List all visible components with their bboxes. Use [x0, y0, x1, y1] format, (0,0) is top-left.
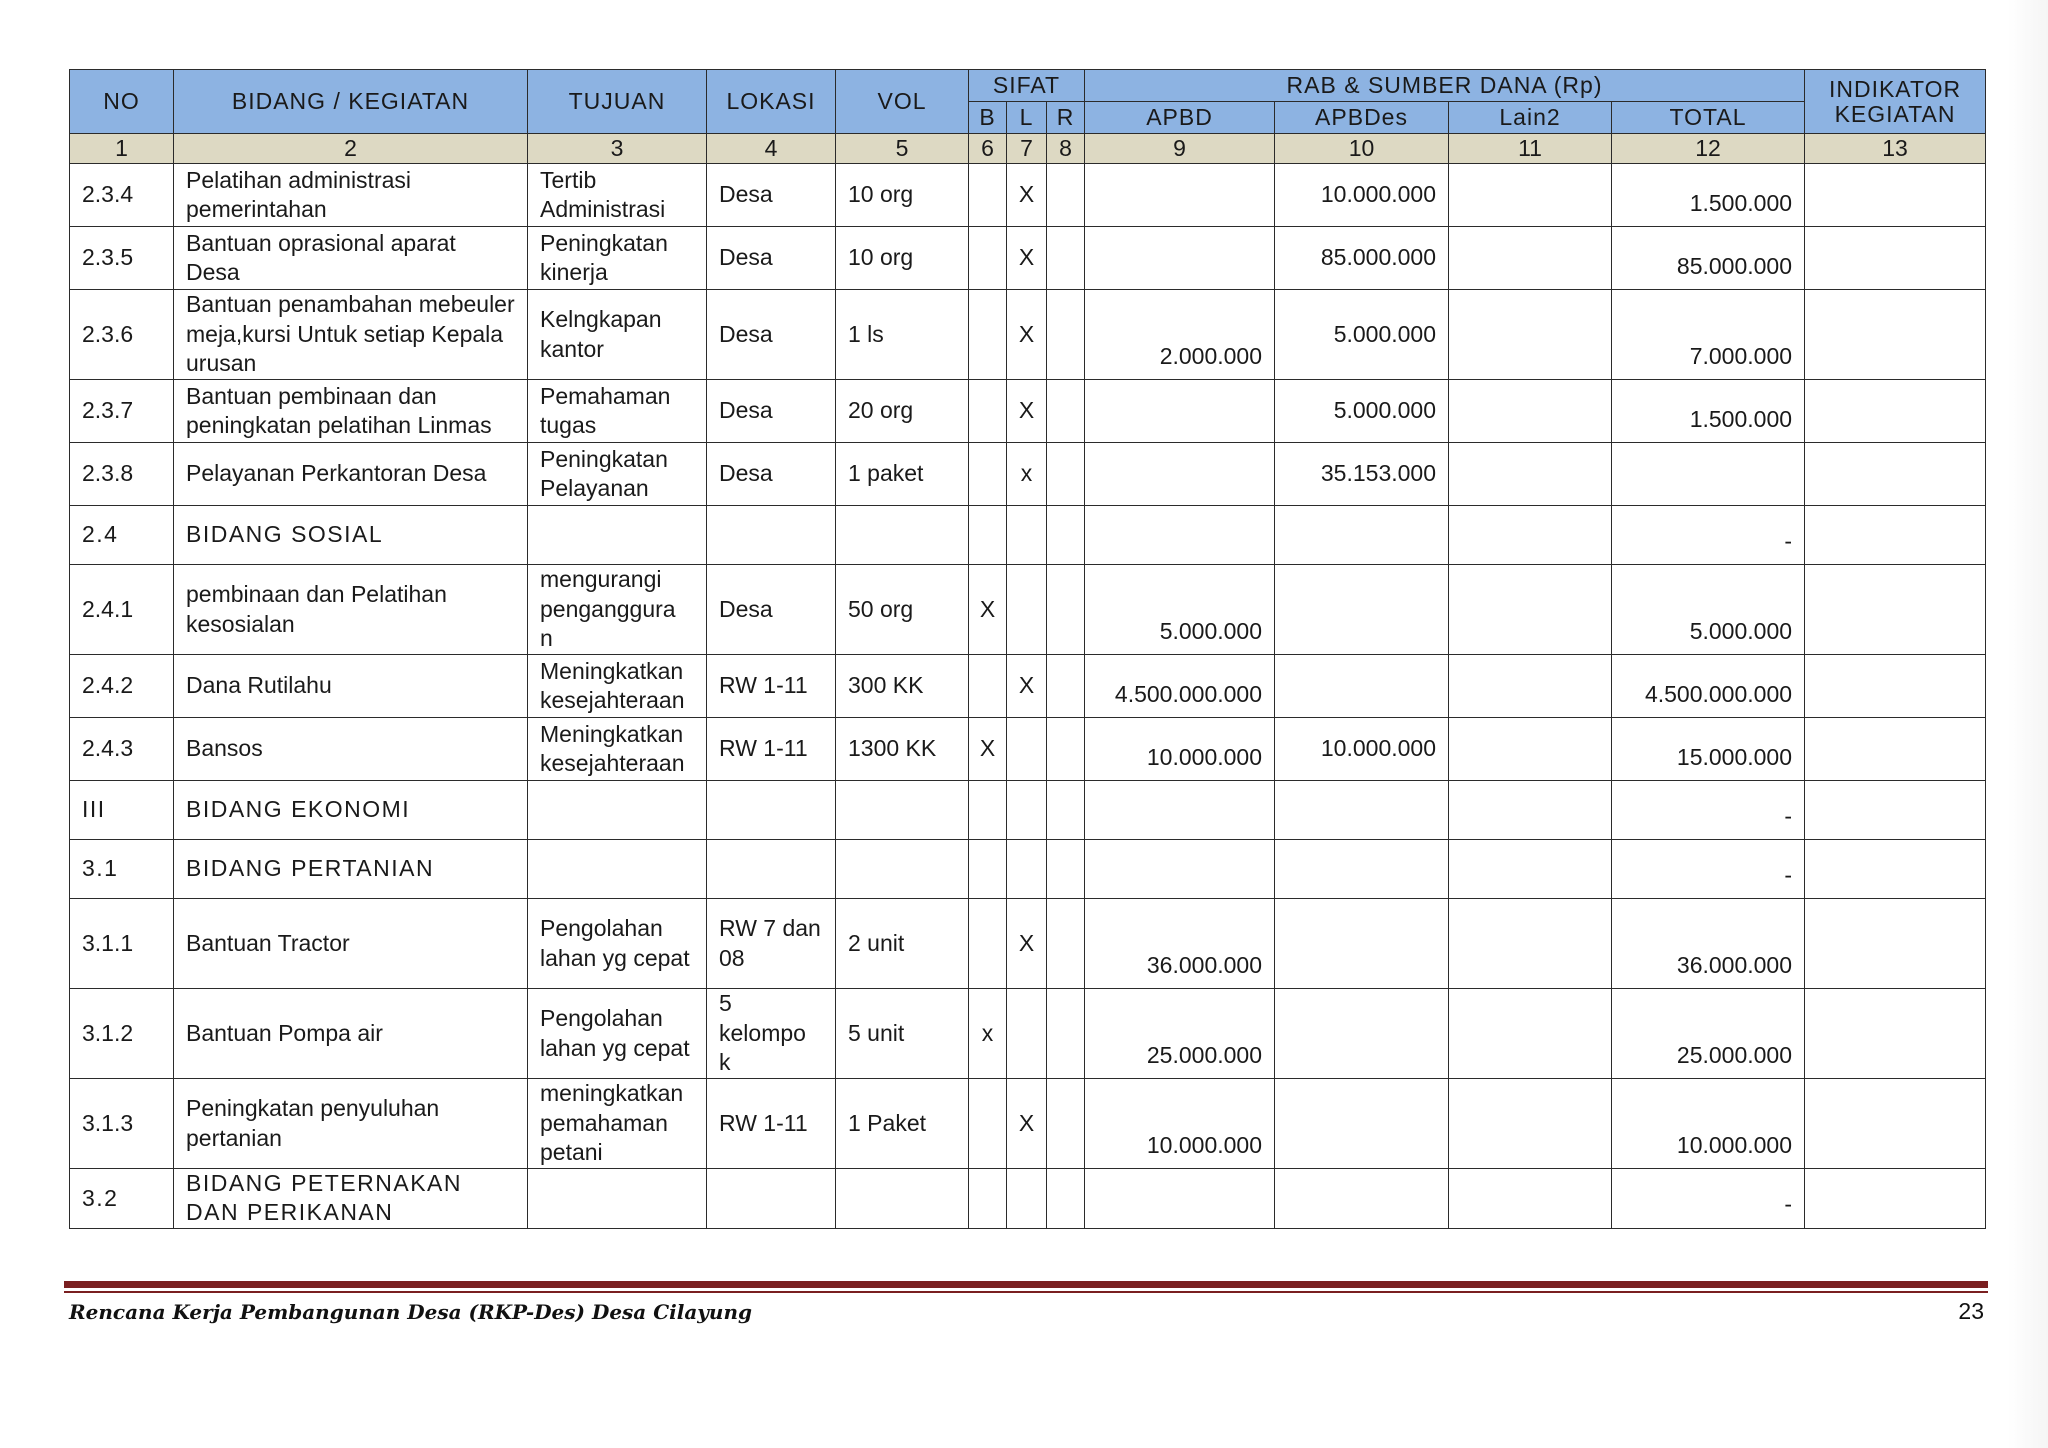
table-row: [70, 655, 1986, 718]
cell-apbd: [1085, 380, 1275, 443]
cell-no: 2.3.5: [70, 227, 174, 290]
header-vol: VOL: [836, 70, 969, 134]
cell-l: X: [1007, 227, 1047, 290]
cell-apbdes: 85.000.000: [1275, 227, 1449, 290]
table-body: [70, 134, 1986, 1229]
cell-total: 85.000.000: [1612, 227, 1805, 290]
cell-apbd: [1085, 781, 1275, 840]
cell-lokasi: [707, 506, 836, 565]
column-number: 7: [1007, 134, 1047, 164]
cell-bidang: Pelatihan administrasi pemerintahan: [174, 164, 528, 227]
cell-lokasi: Desa: [707, 290, 836, 380]
cell-bidang: Bantuan Pompa air: [174, 989, 528, 1079]
cell-vol: 50 org: [836, 565, 969, 655]
cell-vol: [836, 781, 969, 840]
cell-r: [1047, 565, 1085, 655]
cell-total: 1.500.000: [1612, 380, 1805, 443]
header-apbd: APBD: [1085, 102, 1275, 134]
cell-lokasi: Desa: [707, 164, 836, 227]
cell-r: [1047, 290, 1085, 380]
cell-tujuan: Tertib Administrasi: [528, 164, 707, 227]
column-number: 13: [1805, 134, 1986, 164]
cell-total: 36.000.000: [1612, 899, 1805, 989]
cell-b: [969, 781, 1007, 840]
cell-vol: 10 org: [836, 227, 969, 290]
cell-lain2: [1449, 565, 1612, 655]
cell-bidang: BIDANG PERTANIAN: [174, 840, 528, 899]
cell-no: 2.4: [70, 506, 174, 565]
cell-indikator: [1805, 781, 1986, 840]
cell-l: X: [1007, 899, 1047, 989]
cell-total: -: [1612, 840, 1805, 899]
cell-tujuan: Pengolahan lahan yg cepat: [528, 899, 707, 989]
cell-apbd: [1085, 506, 1275, 565]
cell-vol: 1 Paket: [836, 1079, 969, 1169]
cell-r: [1047, 506, 1085, 565]
footer-rule: [64, 1281, 1988, 1293]
cell-tujuan: meningkatkan pemahaman petani: [528, 1079, 707, 1169]
cell-apbd: 4.500.000.000: [1085, 655, 1275, 718]
cell-l: X: [1007, 655, 1047, 718]
cell-total: [1612, 443, 1805, 506]
cell-total: 7.000.000: [1612, 290, 1805, 380]
cell-apbd: [1085, 164, 1275, 227]
header-lain2: Lain2: [1449, 102, 1612, 134]
cell-bidang: Bantuan oprasional aparat Desa: [174, 227, 528, 290]
cell-tujuan: mengurangi penganggura n: [528, 565, 707, 655]
cell-total: 1.500.000: [1612, 164, 1805, 227]
cell-lokasi: Desa: [707, 565, 836, 655]
cell-indikator: [1805, 164, 1986, 227]
cell-indikator: [1805, 840, 1986, 899]
cell-vol: 5 unit: [836, 989, 969, 1079]
table-row: [70, 1079, 1986, 1169]
cell-indikator: [1805, 989, 1986, 1079]
cell-no: 2.3.8: [70, 443, 174, 506]
cell-apbd: 2.000.000: [1085, 290, 1275, 380]
cell-indikator: [1805, 290, 1986, 380]
cell-r: [1047, 1079, 1085, 1169]
footer-rule-thick: [64, 1281, 1988, 1288]
cell-indikator: [1805, 655, 1986, 718]
header-tujuan: TUJUAN: [528, 70, 707, 134]
cell-indikator: [1805, 227, 1986, 290]
cell-r: [1047, 899, 1085, 989]
cell-b: X: [969, 718, 1007, 781]
cell-bidang: BIDANG PETERNAKAN DAN PERIKANAN: [174, 1169, 528, 1229]
cell-b: x: [969, 989, 1007, 1079]
cell-apbdes: [1275, 781, 1449, 840]
cell-r: [1047, 840, 1085, 899]
cell-lain2: [1449, 506, 1612, 565]
cell-vol: 1300 KK: [836, 718, 969, 781]
table-row: [70, 164, 1986, 227]
column-number: 5: [836, 134, 969, 164]
cell-vol: 300 KK: [836, 655, 969, 718]
cell-tujuan: [528, 781, 707, 840]
cell-l: [1007, 840, 1047, 899]
cell-tujuan: [528, 506, 707, 565]
header-lokasi: LOKASI: [707, 70, 836, 134]
cell-no: 3.2: [70, 1169, 174, 1229]
cell-apbdes: [1275, 840, 1449, 899]
cell-vol: 20 org: [836, 380, 969, 443]
cell-apbd: 5.000.000: [1085, 565, 1275, 655]
cell-b: [969, 506, 1007, 565]
cell-b: [969, 380, 1007, 443]
cell-b: [969, 164, 1007, 227]
cell-bidang: Bansos: [174, 718, 528, 781]
cell-apbd: 10.000.000: [1085, 718, 1275, 781]
cell-tujuan: Peningkatan kinerja: [528, 227, 707, 290]
column-number: 9: [1085, 134, 1275, 164]
cell-vol: [836, 840, 969, 899]
cell-lokasi: RW 1-11: [707, 718, 836, 781]
column-number: 1: [70, 134, 174, 164]
cell-lain2: [1449, 1169, 1612, 1229]
cell-b: [969, 1169, 1007, 1229]
cell-apbdes: 35.153.000: [1275, 443, 1449, 506]
table-header: [70, 70, 1986, 134]
cell-r: [1047, 164, 1085, 227]
cell-lokasi: RW 1-11: [707, 1079, 836, 1169]
header-b: B: [969, 102, 1007, 134]
cell-indikator: [1805, 380, 1986, 443]
cell-l: [1007, 989, 1047, 1079]
cell-lain2: [1449, 1079, 1612, 1169]
cell-indikator: [1805, 565, 1986, 655]
cell-indikator: [1805, 899, 1986, 989]
cell-b: [969, 899, 1007, 989]
cell-lain2: [1449, 290, 1612, 380]
column-number: 2: [174, 134, 528, 164]
cell-no: III: [70, 781, 174, 840]
header-bidang: BIDANG / KEGIATAN: [174, 70, 528, 134]
cell-no: 2.3.4: [70, 164, 174, 227]
cell-lain2: [1449, 380, 1612, 443]
table-row: [70, 840, 1986, 899]
cell-total: 4.500.000.000: [1612, 655, 1805, 718]
cell-apbd: [1085, 840, 1275, 899]
cell-lain2: [1449, 227, 1612, 290]
footer-title: Rencana Kerja Pembangunan Desa (RKP-Des) Desa Cilayung: [69, 1300, 752, 1324]
cell-tujuan: Pengolahan lahan yg cepat: [528, 989, 707, 1079]
cell-no: 2.4.3: [70, 718, 174, 781]
cell-r: [1047, 443, 1085, 506]
cell-apbdes: 5.000.000: [1275, 380, 1449, 443]
cell-b: [969, 227, 1007, 290]
cell-r: [1047, 718, 1085, 781]
table-row: [70, 380, 1986, 443]
cell-bidang: Bantuan penambahan mebeuler meja,kursi Untuk setiap Kepala urusan: [174, 290, 528, 380]
cell-apbdes: [1275, 565, 1449, 655]
cell-l: X: [1007, 164, 1047, 227]
cell-total: 10.000.000: [1612, 1079, 1805, 1169]
cell-lokasi: [707, 781, 836, 840]
cell-bidang: BIDANG SOSIAL: [174, 506, 528, 565]
cell-no: 3.1: [70, 840, 174, 899]
cell-vol: 10 org: [836, 164, 969, 227]
cell-indikator: [1805, 443, 1986, 506]
cell-lokasi: [707, 1169, 836, 1229]
column-number: 11: [1449, 134, 1612, 164]
cell-lain2: [1449, 655, 1612, 718]
table-row: [70, 1169, 1986, 1229]
header-r: R: [1047, 102, 1085, 134]
cell-l: [1007, 1169, 1047, 1229]
table-row: [70, 899, 1986, 989]
column-number-row: [70, 134, 1986, 164]
cell-lokasi: Desa: [707, 380, 836, 443]
cell-apbdes: 5.000.000: [1275, 290, 1449, 380]
header-indikator: INDIKATOR KEGIATAN: [1805, 70, 1986, 134]
cell-tujuan: [528, 840, 707, 899]
cell-total: -: [1612, 506, 1805, 565]
table-row: [70, 718, 1986, 781]
cell-tujuan: Peningkatan Pelayanan: [528, 443, 707, 506]
cell-indikator: [1805, 1169, 1986, 1229]
table-row: [70, 227, 1986, 290]
cell-no: 3.1.1: [70, 899, 174, 989]
column-number: 4: [707, 134, 836, 164]
cell-bidang: Peningkatan penyuluhan pertanian: [174, 1079, 528, 1169]
cell-r: [1047, 655, 1085, 718]
cell-no: 2.4.1: [70, 565, 174, 655]
cell-b: X: [969, 565, 1007, 655]
table-row: [70, 989, 1986, 1079]
cell-no: 2.3.6: [70, 290, 174, 380]
cell-apbdes: 10.000.000: [1275, 164, 1449, 227]
cell-apbdes: [1275, 989, 1449, 1079]
cell-apbd: [1085, 443, 1275, 506]
footer-rule-thin: [64, 1291, 1988, 1293]
cell-b: [969, 1079, 1007, 1169]
cell-no: 3.1.3: [70, 1079, 174, 1169]
cell-indikator: [1805, 718, 1986, 781]
cell-apbdes: [1275, 1079, 1449, 1169]
cell-apbd: 25.000.000: [1085, 989, 1275, 1079]
cell-bidang: pembinaan dan Pelatihan kesosialan: [174, 565, 528, 655]
header-no: NO: [70, 70, 174, 134]
cell-vol: [836, 1169, 969, 1229]
cell-r: [1047, 781, 1085, 840]
cell-apbdes: [1275, 899, 1449, 989]
cell-tujuan: Kelngkapan kantor: [528, 290, 707, 380]
cell-bidang: Pelayanan Perkantoran Desa: [174, 443, 528, 506]
cell-l: X: [1007, 290, 1047, 380]
cell-total: 15.000.000: [1612, 718, 1805, 781]
cell-l: X: [1007, 1079, 1047, 1169]
column-number: 12: [1612, 134, 1805, 164]
cell-lain2: [1449, 718, 1612, 781]
page-number: 23: [1958, 1298, 1984, 1324]
cell-tujuan: Meningkatkan kesejahteraan: [528, 655, 707, 718]
cell-apbdes: 10.000.000: [1275, 718, 1449, 781]
cell-apbd: 36.000.000: [1085, 899, 1275, 989]
cell-apbd: [1085, 227, 1275, 290]
column-number: 10: [1275, 134, 1449, 164]
cell-l: [1007, 506, 1047, 565]
cell-r: [1047, 380, 1085, 443]
cell-apbd: [1085, 1169, 1275, 1229]
cell-b: [969, 655, 1007, 718]
cell-indikator: [1805, 506, 1986, 565]
cell-apbdes: [1275, 506, 1449, 565]
table-row: [70, 443, 1986, 506]
cell-l: X: [1007, 380, 1047, 443]
table-row: [70, 565, 1986, 655]
cell-no: 2.4.2: [70, 655, 174, 718]
cell-r: [1047, 227, 1085, 290]
cell-lain2: [1449, 164, 1612, 227]
cell-b: [969, 290, 1007, 380]
cell-apbd: 10.000.000: [1085, 1079, 1275, 1169]
cell-lokasi: RW 1-11: [707, 655, 836, 718]
header-apbdes: APBDes: [1275, 102, 1449, 134]
cell-lokasi: RW 7 dan 08: [707, 899, 836, 989]
cell-total: 5.000.000: [1612, 565, 1805, 655]
cell-lain2: [1449, 989, 1612, 1079]
cell-lain2: [1449, 840, 1612, 899]
cell-vol: [836, 506, 969, 565]
cell-bidang: Bantuan Tractor: [174, 899, 528, 989]
cell-r: [1047, 989, 1085, 1079]
header-l: L: [1007, 102, 1047, 134]
table-row: [70, 506, 1986, 565]
header-sifat: SIFAT: [969, 70, 1085, 102]
cell-l: x: [1007, 443, 1047, 506]
cell-l: [1007, 781, 1047, 840]
rkp-table: [69, 69, 1986, 1229]
cell-bidang: Dana Rutilahu: [174, 655, 528, 718]
cell-tujuan: Meningkatkan kesejahteraan: [528, 718, 707, 781]
table-row: [70, 781, 1986, 840]
header-total: TOTAL: [1612, 102, 1805, 134]
cell-vol: 2 unit: [836, 899, 969, 989]
cell-tujuan: [528, 1169, 707, 1229]
column-number: 6: [969, 134, 1007, 164]
cell-bidang: BIDANG EKONOMI: [174, 781, 528, 840]
cell-l: [1007, 718, 1047, 781]
cell-lokasi: [707, 840, 836, 899]
cell-lain2: [1449, 899, 1612, 989]
cell-vol: 1 paket: [836, 443, 969, 506]
cell-total: 25.000.000: [1612, 989, 1805, 1079]
cell-total: -: [1612, 781, 1805, 840]
header-rab: RAB & SUMBER DANA (Rp): [1085, 70, 1805, 102]
cell-no: 2.3.7: [70, 380, 174, 443]
cell-b: [969, 840, 1007, 899]
cell-indikator: [1805, 1079, 1986, 1169]
cell-tujuan: Pemahaman tugas: [528, 380, 707, 443]
cell-apbdes: [1275, 655, 1449, 718]
cell-lain2: [1449, 443, 1612, 506]
column-number: 8: [1047, 134, 1085, 164]
cell-lokasi: Desa: [707, 443, 836, 506]
cell-bidang: Bantuan pembinaan dan peningkatan pelatihan Linmas: [174, 380, 528, 443]
cell-apbdes: [1275, 1169, 1449, 1229]
page-edge-shade: [2008, 0, 2048, 1448]
cell-vol: 1 ls: [836, 290, 969, 380]
cell-lokasi: 5 kelompo k: [707, 989, 836, 1079]
cell-lokasi: Desa: [707, 227, 836, 290]
table-row: [70, 290, 1986, 380]
cell-l: [1007, 565, 1047, 655]
cell-r: [1047, 1169, 1085, 1229]
cell-total: -: [1612, 1169, 1805, 1229]
cell-no: 3.1.2: [70, 989, 174, 1079]
cell-b: [969, 443, 1007, 506]
cell-lain2: [1449, 781, 1612, 840]
column-number: 3: [528, 134, 707, 164]
